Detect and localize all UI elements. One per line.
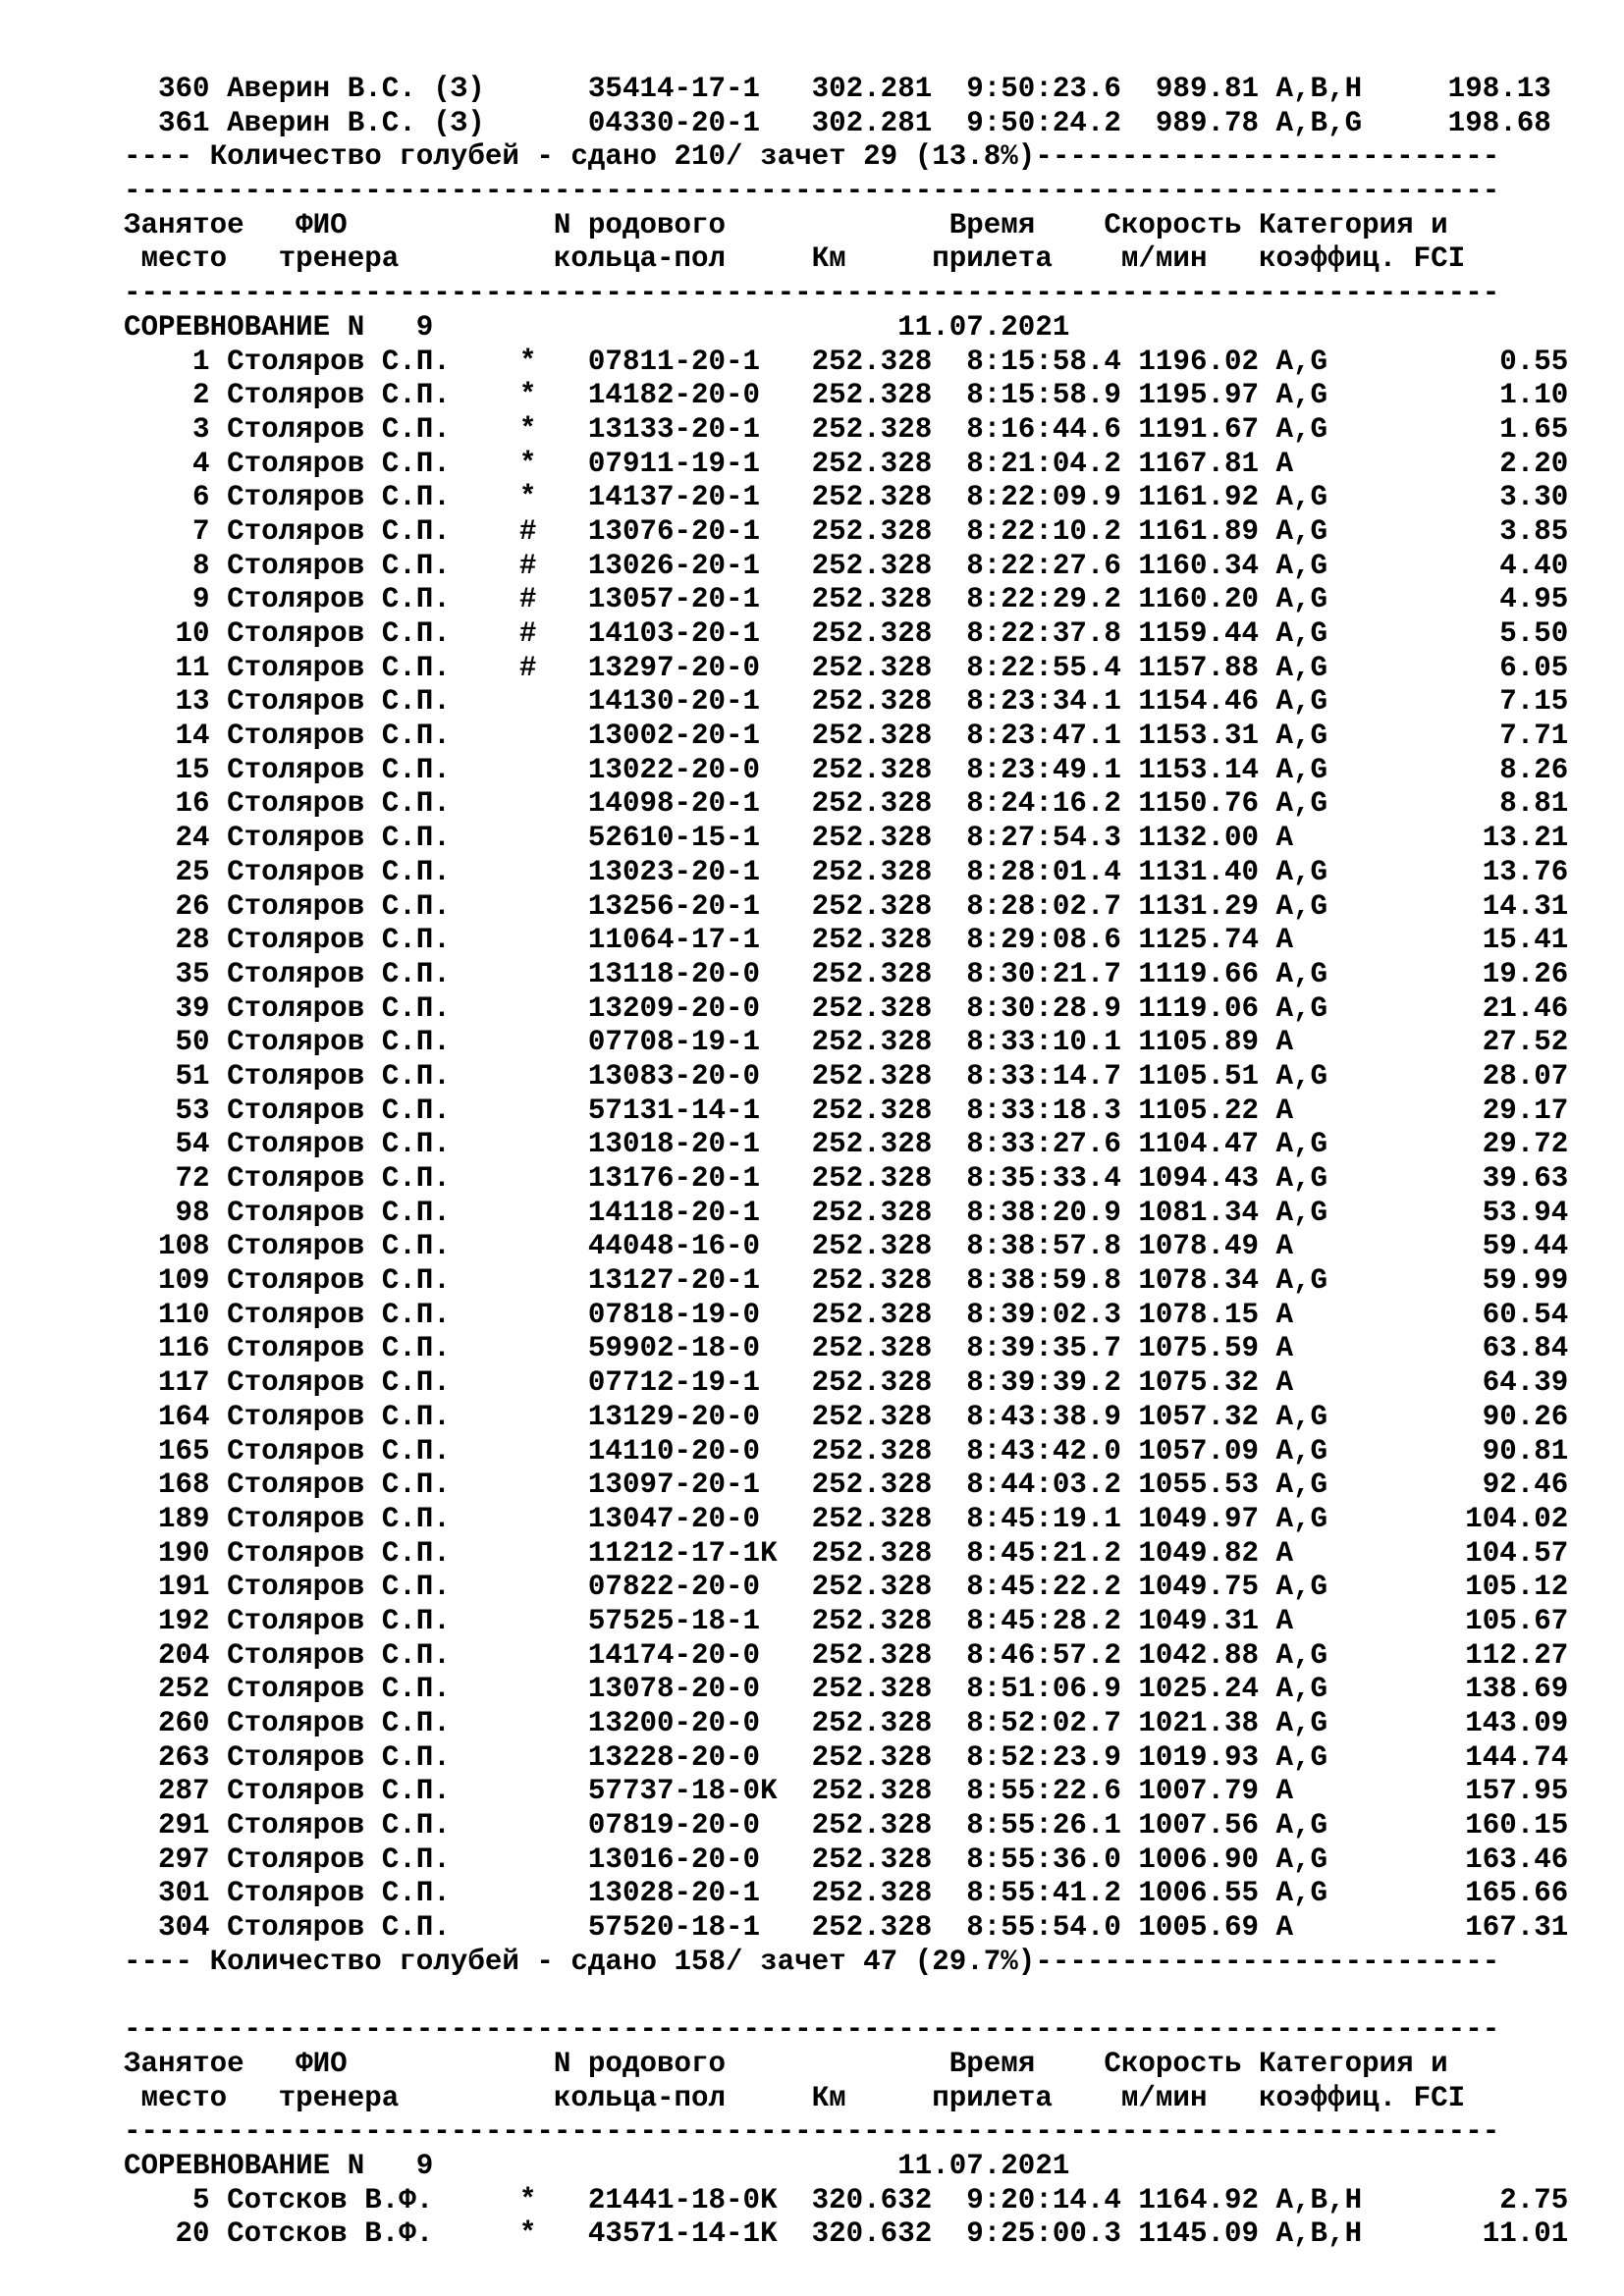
report-line: 25 Столяров С.П. 13023-20-1 252.328 8:28:01.4 1131.40 A,G 13.76 xyxy=(124,855,1569,888)
report-line: 361 Аверин В.С. (З) 04330-20-1 302.281 9:50:24.2 989.78 A,B,G 198.68 xyxy=(124,106,1551,139)
report-line: 304 Столяров С.П. 57520-18-1 252.328 8:55:54.0 1005.69 A 167.31 xyxy=(124,1911,1569,1945)
report-line: 291 Столяров С.П. 07819-20-0 252.328 8:55:26.1 1007.56 A,G 160.15 xyxy=(124,1809,1569,1842)
report-line: место тренера кольца-пол Км прилета м/мин коэффиц. FCI xyxy=(124,242,1466,276)
report-line: -------------------------------------------------------------------------------- xyxy=(124,2115,1500,2149)
report-line: 189 Столяров С.П. 13047-20-0 252.328 8:45:19.1 1049.97 A,G 104.02 xyxy=(124,1502,1569,1535)
report-line: 20 Сотсков В.Ф. * 43571-14-1K 320.632 9:25:00.3 1145.09 A,B,H 11.01 xyxy=(124,2217,1569,2251)
report-line: 164 Столяров С.П. 13129-20-0 252.328 8:43:38.9 1057.32 A,G 90.26 xyxy=(124,1400,1569,1433)
report-line: 53 Столяров С.П. 57131-14-1 252.328 8:33:18.3 1105.22 A 29.17 xyxy=(124,1094,1569,1127)
report-line: 9 Столяров С.П. # 13057-20-1 252.328 8:22:29.2 1160.20 A,G 4.95 xyxy=(124,583,1569,616)
report-line: 1 Столяров С.П. * 07811-20-1 252.328 8:15:58.4 1196.02 A,G 0.55 xyxy=(124,345,1569,378)
report-line: 39 Столяров С.П. 13209-20-0 252.328 8:30:28.9 1119.06 A,G 21.46 xyxy=(124,991,1569,1025)
report-line: 263 Столяров С.П. 13228-20-0 252.328 8:52:23.9 1019.93 A,G 144.74 xyxy=(124,1740,1569,1774)
report-line: 8 Столяров С.П. # 13026-20-1 252.328 8:22:27.6 1160.34 A,G 4.40 xyxy=(124,549,1569,582)
report-line xyxy=(124,1980,1568,2014)
report-line: 7 Столяров С.П. # 13076-20-1 252.328 8:22:10.2 1161.89 A,G 3.85 xyxy=(124,514,1569,548)
report-line: 287 Столяров С.П. 57737-18-0K 252.328 8:55:22.6 1007.79 A 157.95 xyxy=(124,1775,1569,1808)
report-line: 5 Сотсков В.Ф. * 21441-18-0K 320.632 9:20:14.4 1164.92 A,B,H 2.75 xyxy=(124,2183,1569,2216)
report-line: 15 Столяров С.П. 13022-20-0 252.328 8:23:49.1 1153.14 A,G 8.26 xyxy=(124,753,1569,786)
report-line: 260 Столяров С.П. 13200-20-0 252.328 8:52:02.7 1021.38 A,G 143.09 xyxy=(124,1707,1569,1739)
report-line: 110 Столяров С.П. 07818-19-0 252.328 8:39:02.3 1078.15 A 60.54 xyxy=(124,1298,1569,1331)
report-line: 11 Столяров С.П. # 13297-20-0 252.328 8:22:55.4 1157.88 A,G 6.05 xyxy=(124,651,1569,684)
report-line: 51 Столяров С.П. 13083-20-0 252.328 8:33:14.7 1105.51 A,G 28.07 xyxy=(124,1059,1569,1093)
report-line: 26 Столяров С.П. 13256-20-1 252.328 8:28:02.7 1131.29 A,G 14.31 xyxy=(124,889,1569,923)
report-line: ---- Количество голубей - сдано 210/ зачет 29 (13.8%)--------------------------- xyxy=(124,140,1500,174)
report-line: 16 Столяров С.П. 14098-20-1 252.328 8:24:16.2 1150.76 A,G 8.81 xyxy=(124,787,1569,821)
report-line: 252 Столяров С.П. 13078-20-0 252.328 8:51:06.9 1025.24 A,G 138.69 xyxy=(124,1673,1569,1706)
report-line: 3 Столяров С.П. * 13133-20-1 252.328 8:16:44.6 1191.67 A,G 1.65 xyxy=(124,412,1569,446)
report-line: 191 Столяров С.П. 07822-20-0 252.328 8:45:22.2 1049.75 A,G 105.12 xyxy=(124,1571,1569,1604)
report-line: 14 Столяров С.П. 13002-20-1 252.328 8:23:47.1 1153.31 A,G 7.71 xyxy=(124,720,1569,753)
report-line: 35 Столяров С.П. 13118-20-0 252.328 8:30:21.7 1119.66 A,G 19.26 xyxy=(124,957,1569,990)
report-line: 6 Столяров С.П. * 14137-20-1 252.328 8:22:09.9 1161.92 A,G 3.30 xyxy=(124,481,1569,514)
report-line: СОРЕВНОВАНИЕ N 9 11.07.2021 xyxy=(124,2149,1070,2182)
report-line: СОРЕВНОВАНИЕ N 9 11.07.2021 xyxy=(124,310,1070,344)
report-line: 28 Столяров С.П. 11064-17-1 252.328 8:29:08.6 1125.74 A 15.41 xyxy=(124,924,1569,957)
report-line: -------------------------------------------------------------------------------- xyxy=(124,277,1500,310)
report-line: 13 Столяров С.П. 14130-20-1 252.328 8:23:34.1 1154.46 A,G 7.15 xyxy=(124,685,1569,719)
report-line: 50 Столяров С.П. 07708-19-1 252.328 8:33:10.1 1105.89 A 27.52 xyxy=(124,1026,1569,1059)
report-line: 297 Столяров С.П. 13016-20-0 252.328 8:55:36.0 1006.90 A,G 163.46 xyxy=(124,1842,1569,1876)
report-line: 117 Столяров С.П. 07712-19-1 252.328 8:39:39.2 1075.32 A 64.39 xyxy=(124,1366,1569,1400)
report-line: 190 Столяров С.П. 11212-17-1K 252.328 8:45:21.2 1049.82 A 104.57 xyxy=(124,1536,1569,1570)
report-line: 108 Столяров С.П. 44048-16-0 252.328 8:38:57.8 1078.49 A 59.44 xyxy=(124,1230,1569,1263)
report-line: 98 Столяров С.П. 14118-20-1 252.328 8:38:20.9 1081.34 A,G 53.94 xyxy=(124,1196,1569,1229)
report-line: -------------------------------------------------------------------------------- xyxy=(124,2013,1500,2047)
report-line: 360 Аверин В.С. (З) 35414-17-1 302.281 9:50:23.6 989.81 A,B,H 198.13 xyxy=(124,73,1551,105)
report-line: 168 Столяров С.П. 13097-20-1 252.328 8:44:03.2 1055.53 A,G 92.46 xyxy=(124,1468,1569,1502)
report-line: 10 Столяров С.П. # 14103-20-1 252.328 8:22:37.8 1159.44 A,G 5.50 xyxy=(124,617,1569,650)
report-line: 109 Столяров С.П. 13127-20-1 252.328 8:38:59.8 1078.34 A,G 59.99 xyxy=(124,1264,1569,1298)
report-line: ---- Количество голубей - сдано 158/ зачет 47 (29.7%)--------------------------- xyxy=(124,1945,1500,1978)
report-line: 24 Столяров С.П. 52610-15-1 252.328 8:27:54.3 1132.00 A 13.21 xyxy=(124,822,1569,855)
report-line: 54 Столяров С.П. 13018-20-1 252.328 8:33:27.6 1104.47 A,G 29.72 xyxy=(124,1128,1569,1161)
results-printout xyxy=(124,73,1568,2252)
report-line: Занятое ФИО N родового Время Скорость Категория и xyxy=(124,2047,1448,2080)
report-line: 301 Столяров С.П. 13028-20-1 252.328 8:55:41.2 1006.55 A,G 165.66 xyxy=(124,1877,1569,1910)
report-line: 165 Столяров С.П. 14110-20-0 252.328 8:43:42.0 1057.09 A,G 90.81 xyxy=(124,1434,1569,1468)
report-line: 204 Столяров С.П. 14174-20-0 252.328 8:46:57.2 1042.88 A,G 112.27 xyxy=(124,1638,1569,1672)
report-line: 116 Столяров С.П. 59902-18-0 252.328 8:39:35.7 1075.59 A 63.84 xyxy=(124,1332,1569,1365)
report-line: -------------------------------------------------------------------------------- xyxy=(124,175,1500,208)
report-line: 72 Столяров С.П. 13176-20-1 252.328 8:35:33.4 1094.43 A,G 39.63 xyxy=(124,1162,1569,1195)
report-line: 4 Столяров С.П. * 07911-19-1 252.328 8:21:04.2 1167.81 A 2.20 xyxy=(124,447,1569,480)
report-line: Занятое ФИО N родового Время Скорость Категория и xyxy=(124,208,1448,241)
report-line: 192 Столяров С.П. 57525-18-1 252.328 8:45:28.2 1049.31 A 105.67 xyxy=(124,1604,1569,1637)
report-line: 2 Столяров С.П. * 14182-20-0 252.328 8:15:58.9 1195.97 A,G 1.10 xyxy=(124,379,1569,412)
report-line: место тренера кольца-пол Км прилета м/мин коэффиц. FCI xyxy=(124,2081,1466,2114)
